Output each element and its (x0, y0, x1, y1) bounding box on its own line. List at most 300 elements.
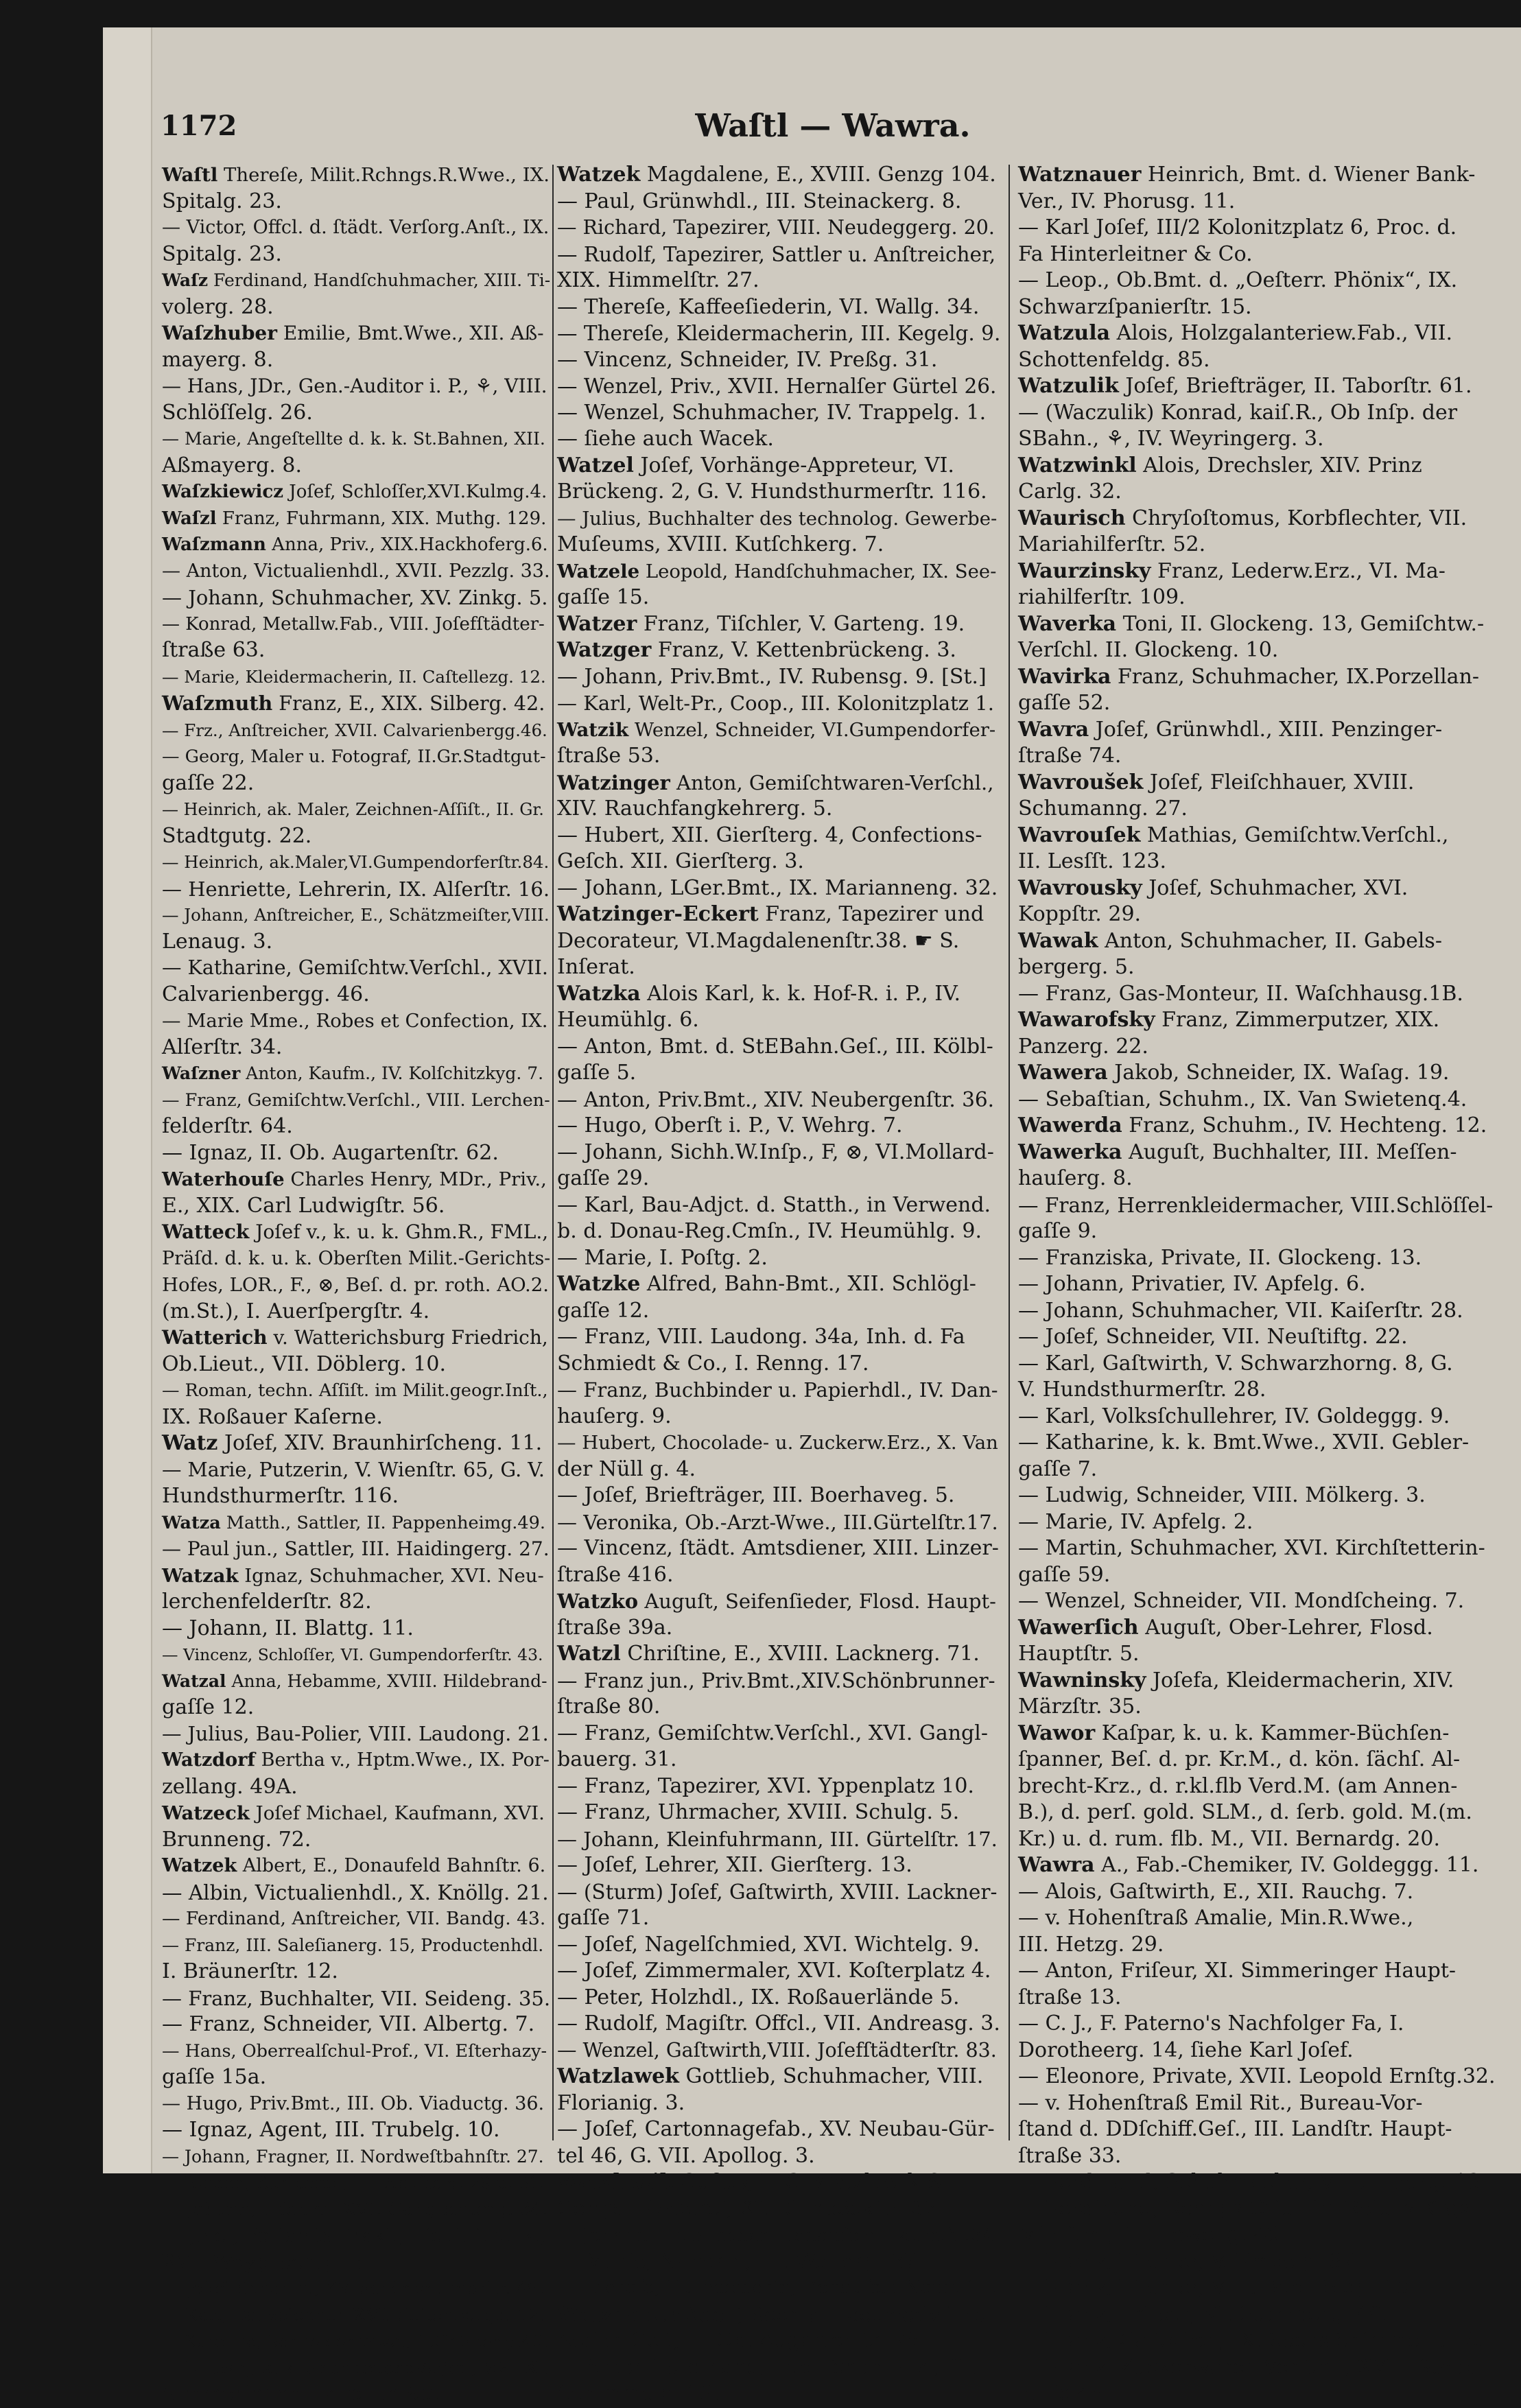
directory-entry (1018, 1641, 1498, 1668)
entry-text: — Hubert, Chocolade- u. Zuckerw.Erz., X. Van (557, 1432, 998, 1454)
entry-text: Heinrich, Bmt. d. Wiener Bank- (1141, 163, 1476, 187)
entry-text: — Joſef, Nagelſchmied, XVI. Wichtelg. 9. (557, 1932, 980, 1957)
entry-text: bergerg. 5. (1018, 955, 1135, 979)
entry-surname: Watzak (162, 1564, 239, 1587)
entry-surname: Watza (162, 1512, 221, 1533)
directory-entry (557, 875, 1000, 902)
directory-entry (1018, 294, 1498, 321)
entry-surname: Watznauer (1018, 163, 1142, 187)
directory-entry (557, 690, 1000, 717)
entry-text: — Anton Ferdinand, Tuchſchuh-Erz., III. (557, 2354, 977, 2379)
entry-text: Miniſtm., III. Löweng. 40. (1018, 2223, 1286, 2247)
entry-surname: Watzel (557, 453, 634, 477)
entry-text: — Roman, techn. Aſſiſt. im Milit.geogr.Inſt., (162, 1380, 548, 1401)
entry-text: — Marie, Kleidermacherin, II. Caſtellezg. 12. (162, 666, 546, 687)
entry-text: — Johann, Priv.Bmt., IV. Rubensg. 9. [St.] (557, 664, 987, 689)
entry-surname: Watzl (557, 1642, 621, 1666)
entry-text: Joſef, Schuhmacher, XVI. (1142, 875, 1408, 900)
directory-entry (162, 1378, 550, 1404)
entry-text: gaſſe 45. (1018, 2381, 1111, 2405)
entry-text: — Hugo, Oberſt i. P., V. Wehrg. 7. (557, 1113, 903, 1137)
directory-entry (162, 664, 550, 691)
page-number: 1172 (161, 110, 237, 142)
directory-entry (557, 2328, 1000, 2354)
entry-surname: Waſzner (162, 1063, 241, 1083)
directory-entry (162, 955, 550, 982)
directory-entry (557, 320, 1000, 347)
directory-entry (1018, 928, 1498, 955)
entry-surname: Wawor (1018, 1721, 1096, 1745)
directory-entry (557, 1535, 1000, 1562)
directory-entry (557, 1932, 1000, 1959)
directory-entry (1018, 268, 1498, 294)
directory-entry (162, 1483, 550, 1510)
directory-entry (162, 1087, 550, 1114)
directory-entry (1018, 743, 1498, 770)
directory-entry (162, 2381, 550, 2408)
entry-text: Franz, Tapezirer und (758, 902, 984, 926)
entry-text: XVI. Weyprechtg. 5. (162, 2250, 370, 2274)
directory-entry (162, 1008, 550, 1035)
directory-entry (162, 1880, 550, 1907)
directory-entry (557, 2011, 1000, 2038)
directory-entry (162, 849, 550, 876)
directory-entry (557, 1668, 1000, 1695)
entry-text: Magdalene, E., XVIII. Genzg 104. (640, 163, 996, 187)
directory-entry (557, 849, 1000, 875)
entry-text: XIX. Himmelſtr. 27. (557, 268, 759, 292)
entry-text: — Johann, Schuhmacher, VII. Kaiſerſtr. 28. (1018, 1298, 1463, 1323)
entry-text: — Hubert, XII. Gierſterg. 4, Confections- (557, 823, 982, 847)
entry-text: gaſſe 15. (557, 585, 650, 609)
directory-entry (162, 2144, 550, 2171)
directory-entry (557, 162, 1000, 189)
directory-entry (557, 506, 1000, 532)
directory-entry (1018, 2354, 1498, 2381)
entry-text: — Johann, Anſtreicher, E., Schätzmeiſter,VIII. (162, 905, 550, 925)
entry-surname: Wavra (1018, 717, 1089, 742)
entry-text: der Nüll g. 4. (557, 1456, 696, 1481)
directory-entry (557, 796, 1000, 823)
entry-text: Kr.) u. d. rum. flb. M., VII. Bernardg. 20. (1018, 1826, 1441, 1851)
entry-text: — Thereſe, Hutmacherin, Donaufeld Neug. 11. (557, 2277, 997, 2298)
entry-surname: Waurisch (1018, 506, 1126, 530)
entry-text: V. Hundsthurmerſtr. 28. (1018, 1378, 1266, 1402)
entry-text: Joſefa, Kleidermacherin, XIV. (1146, 1668, 1454, 1692)
directory-entry (1018, 1958, 1498, 1985)
entry-text: ſtraße 39a. (557, 1615, 673, 1640)
entry-surname: Waſzmuth (162, 692, 273, 715)
entry-text: Thereſe, Milit.Rchngs.R.Wwe., IX. (217, 164, 550, 186)
directory-entry (557, 637, 1000, 664)
entry-text: ſtraße 63. (162, 638, 266, 662)
entry-text: — Wenzel, Schneider, VII. Mondſcheing. 7. (1018, 1589, 1465, 1613)
entry-text: Joſef, Vorhänge-Appreteur, VI. (633, 453, 954, 477)
entry-text: — Johann, Privatier, IV. Apfelg. 6. (1018, 1272, 1366, 1296)
entry-surname: Wawerſich (1018, 1615, 1139, 1640)
directory-entry (1018, 1588, 1498, 1615)
directory-entry (1018, 558, 1498, 585)
entry-text: Franz, E., XIX. Silberg. 42. (272, 692, 545, 715)
directory-entry (557, 1060, 1000, 1087)
page-gutter (103, 27, 152, 2173)
directory-column-1 (162, 162, 551, 2406)
directory-entry (557, 1324, 1000, 1351)
directory-entry (557, 1404, 1000, 1430)
directory-entry (557, 664, 1000, 691)
entry-text: — Leop., Ob.Bmt. d. „Oeſterr. Phönix“, IX. (1018, 268, 1458, 292)
column-divider (1009, 165, 1010, 2140)
directory-entry (1018, 320, 1498, 347)
entry-text: Calvarienbergg. 46. (162, 982, 370, 1006)
entry-text: — Karl, Bau-Adjct. d. Statth., in Verwend. (557, 1192, 991, 1217)
directory-entry (557, 954, 1000, 981)
entry-text: — Johann, Sichh.W.Inſp., F, ⊗, VI.Mollard- (557, 1140, 994, 1164)
entry-text: — Ludwig, k. k. Grundbuchs-Adjct., ⊙2., XI. (162, 2357, 550, 2379)
directory-entry (557, 426, 1000, 453)
entry-text: Simmeringer Hauptſtr. 90. (162, 2382, 440, 2406)
entry-text: — Franz, III. Saleſianerg. 15, Productenhdl. (162, 1935, 544, 1955)
directory-entry (162, 2170, 550, 2197)
entry-surname: Watzula (1018, 321, 1111, 345)
entry-text: Anna, Priv., XIX.Hackhoferg.6. (266, 534, 548, 555)
directory-entry (1018, 1535, 1498, 1562)
entry-text: Matth., Sattler, II. Pappenheimg.49. (220, 1512, 545, 1533)
directory-entry (162, 294, 550, 321)
directory-entry (1018, 1985, 1498, 2011)
entry-text: volerg. 28. (162, 294, 274, 319)
entry-text: — Julius, Bau-Polier, VIII. Laudong. 21. (162, 1722, 549, 1745)
directory-entry (162, 320, 550, 347)
entry-text: Anton, Kaufm., IV. Kolſchitzkyg. 7. (240, 1063, 544, 1083)
entry-text: — Franz, Buchhalter, VII. Seideng. 35. (162, 1986, 551, 2010)
entry-text: Auguſt, Buchhalter, III. Meſſen- (1122, 1140, 1457, 1164)
entry-text: Mathias, Gemiſchtw.Verſchl., (1140, 823, 1449, 847)
directory-entry (557, 1958, 1000, 1985)
directory-entry (1018, 770, 1498, 796)
directory-entry (1018, 954, 1498, 981)
directory-entry (557, 1562, 1000, 1589)
directory-entry (557, 2354, 1000, 2381)
entry-text: Joſef, Briefträger, II. Taborſtr. 61. (1118, 374, 1472, 398)
directory-entry (162, 2250, 550, 2276)
entry-text: hauſerg. 9. (557, 1404, 672, 1428)
directory-entry (557, 1773, 1000, 1800)
directory-entry (1018, 2222, 1498, 2249)
entry-text: — Joſef, Schuhm., XV. Schönbrunnerſtr. 49. (162, 2278, 545, 2299)
entry-text: Comp., Färberei, XI. Rinnböckſtr. 32 (557, 2196, 936, 2221)
entry-text: — Johann, LGer.Bmt., IX. Marianneng. 32. (557, 875, 998, 900)
directory-entry (1018, 2275, 1498, 2302)
directory-entry (1018, 506, 1498, 532)
entry-text: gaſſe 29. (557, 1166, 650, 1190)
entry-surname: Wawerda (1018, 1113, 1122, 1137)
directory-entry (1018, 1747, 1498, 1773)
entry-text: — Anton, Victualienhdl., XVII. Pezzlg. 33. (162, 560, 550, 582)
entry-text: Anna, Hebamme, XVIII. Hildebrand- (226, 1671, 547, 1691)
entry-text: ſpanner, Beſ. d. pr. Kr.M., d. kön. ſächſ. Al- (1018, 1747, 1461, 1771)
entry-text: — Franz, Gas-Monteur, II. Waſchhausg.1B. (1018, 981, 1463, 1006)
directory-entry (557, 2169, 1000, 2196)
directory-entry (162, 1193, 550, 1220)
directory-entry (1018, 1192, 1498, 1219)
entry-text: Wenzel, Schneider, VI.Gumpendorfer- (628, 718, 996, 741)
entry-text: Actien-Geſ., II. Ob. Augartenſtr. 76. (557, 2328, 925, 2352)
directory-entry (162, 2276, 550, 2302)
entry-text: Spitalg. 23. (162, 241, 282, 266)
directory-entry (1018, 1245, 1498, 1272)
entry-text: Inſerat. (557, 955, 635, 979)
directory-entry (1018, 585, 1498, 611)
directory-entry (1018, 1879, 1498, 1906)
directory-entry (1018, 1668, 1498, 1695)
entry-text: Joſef v., k. u. k. Ghm.R., FML., (249, 1220, 549, 1243)
directory-entry (557, 1245, 1000, 1272)
directory-entry (162, 1933, 550, 1959)
entry-surname: Wawak (1018, 928, 1098, 953)
entry-text: — C. J., F. Paterno's Nachfolger Fa, I. (1018, 2011, 1404, 2035)
directory-entry (162, 1853, 550, 1880)
directory-entry (1018, 479, 1498, 506)
directory-entry (557, 611, 1000, 638)
directory-entry (1018, 1271, 1498, 1298)
directory-entry (557, 2196, 1000, 2223)
directory-entry (1018, 1007, 1498, 1034)
directory-entry (162, 1219, 550, 1246)
entry-text: gaſſe 5. (557, 1061, 637, 1085)
entry-surname: Watzek (162, 1855, 237, 1876)
directory-entry (557, 1271, 1000, 1298)
entry-text: — Rudolf, Magiſtr. Offcl., VII. Andreasg. 3. (557, 2011, 1000, 2035)
directory-entry (162, 2328, 550, 2355)
directory-entry (1018, 1905, 1498, 1932)
directory-column-3 (1018, 162, 1498, 2405)
entry-text: gaſſe 15a. (162, 2065, 267, 2089)
entry-text: Muſeums, XVIII. Kutſchkerg. 7. (557, 532, 884, 556)
entry-text: — Eleonore, Private, XVII. Leopold Ernſtg.32. (1018, 2064, 1496, 2088)
entry-text: tel 46, G. VII. Apollog. 3. (557, 2143, 815, 2168)
entry-surname: Watzeck (162, 1802, 250, 1824)
entry-text: — Franz, Friſeur, VI. Stumperg. 49. (1018, 2302, 1389, 2326)
entry-text: — Franz, Herrenkleidermacher, VIII.Schlöſſel- (1018, 1193, 1494, 1217)
directory-entry (1018, 189, 1498, 215)
directory-entry (1018, 1140, 1498, 1166)
entry-text: — Thereſe, Kleidermacherin, III. Kegelg. 9. (557, 322, 1001, 345)
entry-text: — Franz, Gemiſchtw.Verſchl., VIII. Lerchen- (162, 1089, 550, 1111)
entry-text: Schlöſſelg. 26. (162, 400, 313, 425)
entry-text: — (Sturm) Joſef, Gaſtwirth, XVIII. Lackner- (557, 1880, 998, 1904)
directory-entry (557, 2302, 1000, 2328)
entry-text: gaſſe 12. (557, 1298, 650, 1323)
entry-text: — Ferdinand, Schuhmacher, VIII. Tigerg. 13. (1018, 2170, 1487, 2194)
entry-text: Franz, Tiſchler, V. Garteng. 19. (637, 611, 965, 636)
entry-text: Schimmelg. 13. (557, 2381, 720, 2405)
entry-surname: Wawarofsky (1018, 1008, 1155, 1032)
directory-entry (557, 2275, 1000, 2302)
entry-text: — Anton, Priv.Bmt., XIV. Neubergenſtr. 36. (557, 1087, 995, 1111)
directory-entry (1018, 2038, 1498, 2064)
directory-entry (162, 929, 550, 956)
directory-entry (162, 506, 550, 532)
directory-entry (557, 1852, 1000, 1879)
directory-entry (162, 1616, 550, 1642)
entry-text: Jakob, Schneider, IX. Waſag. 19. (1107, 1061, 1450, 1085)
directory-entry (557, 1905, 1000, 1932)
entry-text: Franz, Schuhmacher, IX.Porzellan- (1111, 664, 1480, 689)
directory-entry (1018, 453, 1498, 480)
entry-text: — Richard, Tapezirer, VIII. Neudeggerg. 20. (557, 216, 995, 239)
entry-text: Alſerſtr. 34. (162, 1035, 283, 1059)
entry-text: Gottlieb, Schuhmacher, VIII. (679, 2064, 984, 2088)
directory-entry (162, 215, 550, 241)
entry-text: — Vincenz, ſtädt. Amtsdiener, XIII. Linzer- (557, 1536, 999, 1560)
entry-text: Alois Karl, k. k. Hof-R. i. P., IV. (640, 981, 961, 1006)
directory-entry (557, 717, 1000, 744)
entry-surname: Watterich (162, 1326, 268, 1349)
entry-text: ſtraße 53. (557, 744, 661, 768)
directory-entry (557, 400, 1000, 427)
directory-entry (1018, 1852, 1498, 1879)
entry-text: — Paul, Grünwhdl., III. Steinackerg. 8. (557, 189, 962, 213)
entry-surname: Watzal (162, 1671, 226, 1691)
directory-entry (1018, 1483, 1498, 1509)
entry-text: — Karoline, Schneider-Wwe., II.Gr.Sperlg.43. (162, 2331, 548, 2351)
directory-entry (557, 823, 1000, 849)
entry-text: Alois, Holzgalanteriew.Fab., VII. (1110, 321, 1453, 345)
entry-text: — Franz, VIII. Laudong. 34a, Inh. d. Fa (557, 1325, 965, 1349)
entry-text: Joſef, Schloſſer,XVI.Kulmg.4. (283, 482, 547, 502)
directory-entry (557, 268, 1000, 294)
directory-entry (1018, 1060, 1498, 1087)
entry-surname: Waſz (162, 270, 209, 290)
entry-text: IX. Roßauer Kaſerne. (162, 1404, 383, 1429)
directory-entry (162, 2038, 550, 2065)
entry-text: (m.St.), I. Auerſpergſtr. 4. (162, 1299, 430, 1323)
directory-entry (1018, 1377, 1498, 1404)
entry-text: — Konrad, Metallw.Fab., VIII. Joſefſtädter- (162, 613, 545, 635)
entry-text: Hundsthurmerſtr. 116. (162, 1484, 399, 1508)
entry-surname: Waſzmann (162, 534, 266, 555)
directory-entry (1018, 1694, 1498, 1721)
entry-text: — Franz jun., Priv.Bmt.,XIV.Schönbrunner- (557, 1668, 995, 1692)
entry-surname: Watzlawik (557, 2170, 674, 2194)
entry-text: gaſſe 71. (557, 1906, 650, 1930)
entry-text: — Peter, Holzhdl., IX. Roßauerlände 5. (557, 1985, 960, 2009)
directory-entry (162, 1668, 550, 1695)
directory-entry (162, 189, 550, 215)
entry-text: lerchenfelderſtr. 82. (162, 1590, 372, 1614)
entry-text: — Karl, Bauzeichner, XVI. Seitenbergg. 12. (162, 2304, 545, 2326)
entry-surname: Watzek (557, 163, 641, 187)
directory-entry (1018, 2143, 1498, 2170)
entry-text: — Frz., Anſtreicher, XVII. Calvarienbergg.46. (162, 720, 547, 740)
directory-entry (557, 1879, 1000, 1906)
entry-text: — Johann, Schuhmacher, XV. Zinkg. 5. (162, 586, 548, 609)
entry-text: — Marie, I. Poſtg. 2. (557, 1245, 768, 1270)
entry-text: — Franz, Schneider, VII. Albertg. 7. (162, 2012, 535, 2036)
entry-text: Kaſpar, k. u. k. Kammer-Büchſen- (1095, 1721, 1450, 1745)
directory-entry (162, 1747, 550, 1774)
directory-entry (557, 1509, 1000, 1536)
directory-entry (162, 400, 550, 427)
directory-entry (557, 1298, 1000, 1325)
entry-text: ſtraße 33. (1018, 2143, 1122, 2168)
entry-text: gaſſe 52. (1018, 691, 1111, 715)
directory-entry (1018, 2169, 1498, 2196)
entry-text: Joſef, XIV. Braunhirſcheng. 11. (217, 1431, 543, 1455)
directory-entry (557, 1456, 1000, 1483)
entry-text: — Albin, Victualienhdl., X. Knöllg. 21. (162, 1880, 549, 1904)
directory-entry (1018, 1218, 1498, 1245)
entry-text: gaſſe 12. (162, 1695, 255, 1719)
entry-text: Koppſtr. 29. (1018, 902, 1142, 926)
entry-text: — Wenzel, Priv., XVII. Hernalſer Gürtel 26. (557, 375, 997, 398)
directory-entry (162, 1430, 550, 1457)
directory-entry (557, 1166, 1000, 1192)
entry-text: — Hans, JDr., Gen.-Auditor i. P., ⚘, VIII. (162, 375, 547, 397)
entry-surname: Watzulik (1018, 374, 1119, 398)
directory-entry (162, 823, 550, 850)
directory-entry (1018, 664, 1498, 691)
directory-entry (162, 453, 550, 480)
entry-text: — Georg, Maler u. Fotograf, II.Gr.Stadtgut- (162, 746, 546, 767)
entry-text: — (Waczulik) Konrad, kaiſ.R., Ob Inſp. der (1018, 400, 1458, 425)
entry-text: Auguſt, Ober-Lehrer, Flosd. (1138, 1615, 1433, 1640)
entry-text: Chriſtine, E., XVIII. Lacknerg. 71. (620, 1642, 980, 1666)
entry-surname: Wavirka (1018, 664, 1111, 689)
directory-entry (162, 1299, 550, 1325)
directory-entry (1018, 1404, 1498, 1430)
entry-surname: Waſzhuber (162, 322, 277, 344)
directory-entry (557, 1034, 1000, 1061)
entry-text: — v. Hohenſtraß Amalie, Min.R.Wwe., (1018, 1906, 1414, 1930)
directory-entry (162, 902, 550, 929)
entry-text: — Franz, Gaſtwirth, IX. Sechsſchimmelg. 16. (1018, 2328, 1486, 2352)
directory-entry (162, 162, 550, 189)
directory-entry (557, 373, 1000, 400)
entry-text: Präſd. d. k. u. k. Oberſten Milit.-Gerichts- (162, 1247, 551, 1269)
entry-text: — Ferdinand, Anſtreicher, VII. Bandg. 43. (162, 1908, 546, 1929)
entry-text: Stadtgutg. 22. (162, 823, 312, 848)
entry-surname: Wawninsky (1018, 1668, 1146, 1692)
directory-entry (1018, 1087, 1498, 1113)
directory-entry (162, 1140, 550, 1167)
directory-page (103, 27, 1521, 2406)
entry-text: Fa Hinterleitner & Co. (1018, 241, 1253, 266)
entry-text: Lenaug. 3. (162, 929, 273, 954)
directory-entry (557, 294, 1000, 321)
directory-entry (1018, 1773, 1498, 1800)
directory-entry (162, 1589, 550, 1616)
directory-entry (1018, 2196, 1498, 2223)
entry-text: gaſſe 7. (1018, 1456, 1098, 1481)
directory-column-2 (557, 162, 1001, 2405)
entry-text: — Joſef, Lehrer, XII. Gierſterg. 13. (557, 1853, 912, 1877)
directory-entry (557, 1087, 1000, 1113)
entry-surname: Watzke (557, 1272, 641, 1296)
entry-text: — Johann, Kürſchner, III. Apoſtelg. 29 u. 31. (162, 2173, 545, 2193)
directory-entry (557, 770, 1000, 796)
directory-entry (557, 1826, 1000, 1853)
entry-surname: Wawra (1018, 1853, 1095, 1877)
entry-text: — Henriette, Lehrerin, IX. Alſerſtr. 16. (162, 877, 550, 901)
entry-text: Panzerg. 22. (1018, 1034, 1148, 1059)
entry-text: Adolf, Secr. d. Locomotiv-Fab.- (678, 2302, 998, 2326)
entry-surname: Waverka (1018, 611, 1117, 636)
entry-text: — Johann, Hutmacher, Donaufeld Hauptſtr.34. (557, 2224, 1000, 2246)
directory-entry (1018, 849, 1498, 875)
directory-entry (162, 2302, 550, 2329)
